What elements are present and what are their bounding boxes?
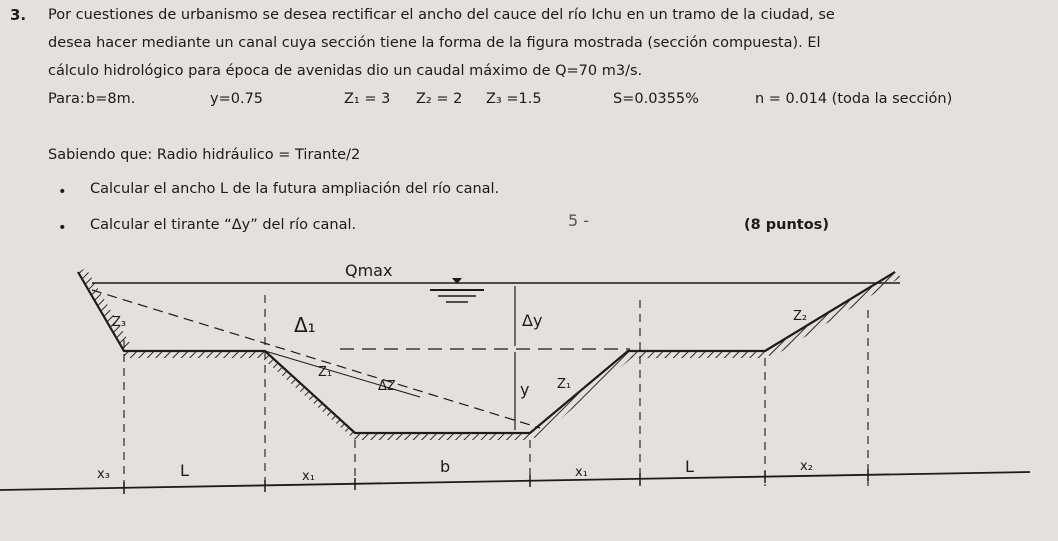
param-b: b=8m. xyxy=(86,91,136,107)
param-z2: Z₂ = 2 xyxy=(416,91,463,107)
hatch-left-inner-slope xyxy=(260,351,355,440)
params-label: Para: xyxy=(48,91,85,107)
z1-right-label: Z₁ xyxy=(557,377,572,392)
l-left-label: L xyxy=(180,461,189,480)
vertical-guides xyxy=(124,295,868,486)
params-row xyxy=(48,90,1008,110)
dashed-widening-line xyxy=(92,290,543,428)
hatch-right-berm xyxy=(628,351,765,358)
handwritten-scribble: 5 - xyxy=(568,211,590,230)
cross-section-figure xyxy=(0,250,1058,541)
z2-label: Z₂ xyxy=(793,309,808,324)
given-statement: Sabiendo que: Radio hidráulico = Tirante/2 xyxy=(48,147,361,163)
hatch-right-slope xyxy=(765,272,901,358)
hatch-left-berm xyxy=(124,351,265,358)
qmax-label: Qmax xyxy=(345,261,393,280)
hatch-right-inner-slope xyxy=(530,351,634,440)
param-s: S=0.0355% xyxy=(613,91,699,107)
z1-left-label: Z₁ xyxy=(318,365,333,380)
problem-line-3: cálculo hidrológico para época de avenidas dio un caudal máximo de Q=70 m3/s. xyxy=(48,63,643,79)
problem-line-2: desea hacer mediante un canal cuya sección tiene la forma de la figura mostrada (sección compuesta). El xyxy=(48,35,821,51)
x1-right-label: x₁ xyxy=(575,465,588,480)
param-z3: Z₃ =1.5 xyxy=(486,91,542,107)
hatch-left-slope xyxy=(78,268,132,351)
task-bullet-1: • xyxy=(58,184,67,200)
y-label: y xyxy=(520,380,530,399)
task-2: Calcular el tirante “Δy” del río canal. xyxy=(90,217,357,233)
x1-left-label: x₁ xyxy=(302,469,315,484)
dy-label: Δy xyxy=(522,311,543,330)
param-z1: Z₁ = 3 xyxy=(344,91,391,107)
param-n: n = 0.014 (toda la sección) xyxy=(755,91,953,107)
x2-label: x₂ xyxy=(800,459,813,474)
param-y: y=0.75 xyxy=(210,91,264,107)
z3-label: Z₃ xyxy=(112,315,127,330)
dz-label: ΔZ xyxy=(378,379,396,394)
points-label: (8 puntos) xyxy=(744,217,829,233)
l-right-label: L xyxy=(685,457,694,476)
delta1-label: Δ₁ xyxy=(294,313,316,337)
task-bullet-2: • xyxy=(58,220,67,236)
x3-label: x₃ xyxy=(97,467,110,482)
task-1: Calcular el ancho L de la futura ampliación del río canal. xyxy=(90,181,500,197)
hatch-bottom xyxy=(355,433,530,440)
b-label: b xyxy=(440,457,451,476)
problem-line-1: Por cuestiones de urbanismo se desea rectificar el ancho del cauce del río Ichu en un tramo de la ciudad, se xyxy=(48,7,835,23)
water-level-symbol xyxy=(430,278,484,302)
problem-number: 3. xyxy=(10,6,27,24)
baseline-dimension-line xyxy=(0,472,1030,490)
